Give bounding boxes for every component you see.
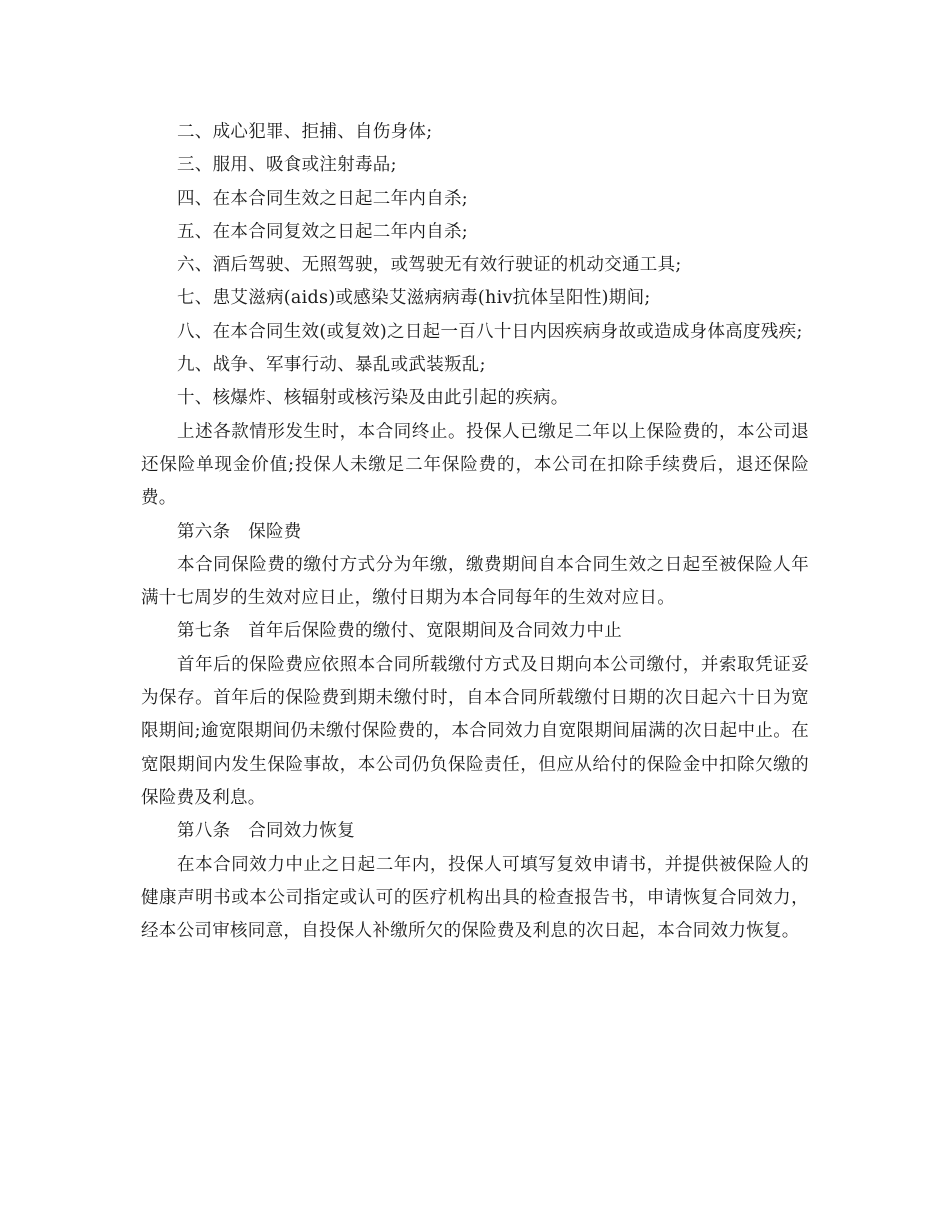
exclusion-item-2: 二、成心犯罪、拒捕、自伤身体; bbox=[177, 122, 433, 142]
exclusion-item-10: 十、核爆炸、核辐射或核污染及由此引起的疾病。 bbox=[177, 388, 569, 409]
exclusion-item-7: 七、患艾滋病(aids)或感染艾滋病病毒(hiv抗体呈阳性)期间; bbox=[177, 288, 651, 309]
exclusion-item-9: 九、战争、军事行动、暴乱或武装叛乱; bbox=[177, 355, 486, 376]
exclusion-item-5: 五、在本合同复效之日起二年内自杀; bbox=[177, 221, 468, 242]
article-8-heading: 第八条 合同效力恢复 bbox=[177, 821, 355, 842]
article-6-heading: 第六条 保险费 bbox=[177, 521, 302, 542]
document-body bbox=[141, 116, 809, 948]
exclusion-summary: 上述各款情形发生时，本合同终止。投保人已缴足二年以上保险费的，本公司退还保险单现金价值;投保人未缴足二年保险费的，本公司在扣除手续费后，退还保险费。 bbox=[141, 421, 809, 509]
article-6-body: 本合同保险费的缴付方式分为年缴，缴费期间自本合同生效之日起至被保险人年满十七周岁的生效对应日止，缴付日期为本合同每年的生效对应日。 bbox=[141, 554, 809, 609]
article-7-heading: 第七条 首年后保险费的缴付、宽限期间及合同效力中止 bbox=[177, 621, 622, 642]
exclusion-item-3: 三、服用、吸食或注射毒品; bbox=[177, 155, 397, 176]
article-7-body: 首年后的保险费应依照本合同所载缴付方式及日期向本公司缴付，并索取凭证妥为保存。首年后的保险费到期未缴付时，自本合同所载缴付日期的次日起六十日为宽限期间;逾宽限期间仍未缴付保险费的，本合同效力自宽限期间届满的次日起中止。在宽限期间内发生保险事故，本公司仍负保险责任，但应从给付的保险金中扣除欠缴的保险费及利息。 bbox=[141, 654, 809, 808]
exclusion-item-8: 八、在本合同生效(或复效)之日起一百八十日内因疾病身故或造成身体高度残疾; bbox=[177, 321, 803, 342]
article-8-body: 在本合同效力中止之日起二年内，投保人可填写复效申请书，并提供被保险人的健康声明书或本公司指定或认可的医疗机构出具的检查报告书，申请恢复合同效力，经本公司审核同意，自投保人补缴所欠的保险费及利息的次日起，本合同效力恢复。 bbox=[141, 854, 809, 942]
exclusion-item-6: 六、酒后驾驶、无照驾驶，或驾驶无有效行驶证的机动交通工具; bbox=[177, 255, 682, 276]
exclusion-item-4: 四、在本合同生效之日起二年内自杀; bbox=[177, 188, 468, 209]
